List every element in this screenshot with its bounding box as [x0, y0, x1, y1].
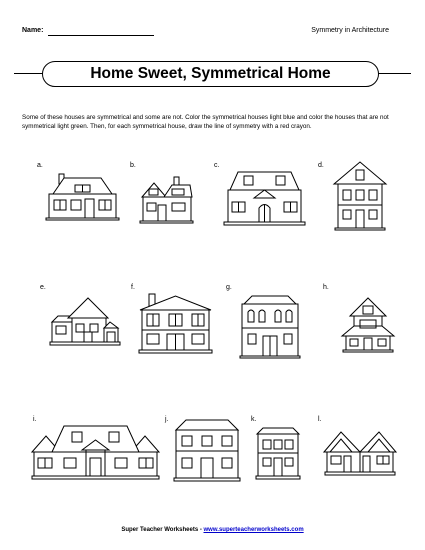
name-line[interactable]	[48, 35, 154, 36]
page-title: Home Sweet, Symmetrical Home	[42, 61, 379, 87]
house-c	[222, 168, 307, 228]
footer	[0, 527, 425, 533]
house-k	[255, 426, 301, 482]
house-label-c: c.	[214, 162, 220, 169]
house-b	[138, 175, 194, 225]
house-label-k: k.	[251, 416, 257, 423]
name-label: Name:	[22, 27, 44, 34]
house-label-f: f.	[131, 284, 135, 291]
house-label-l: l.	[318, 416, 322, 423]
house-a	[45, 170, 120, 222]
footer-brand: Super Teacher Worksheets	[121, 527, 199, 533]
instructions: Some of these houses are symmetrical and some are not. Color the symmetrical houses light blue and color the houses that are not symmetrical light green. Then, for each symmetrical house, draw the line of symmetry with a red crayon.	[22, 114, 389, 130]
house-label-a: a.	[37, 162, 43, 169]
house-d	[332, 160, 388, 232]
house-e	[48, 296, 121, 348]
house-label-i: i.	[33, 416, 37, 423]
footer-link[interactable]: www.superteacherworksheets.com	[203, 527, 304, 533]
topic-label: Symmetry in Architecture	[311, 27, 389, 34]
house-i	[30, 420, 161, 482]
house-label-e: e.	[40, 284, 46, 291]
house-h	[340, 296, 396, 356]
house-l	[322, 428, 398, 478]
house-label-d: d.	[318, 162, 324, 169]
house-j	[172, 418, 242, 484]
house-g	[238, 292, 302, 360]
house-label-b: b.	[130, 162, 136, 169]
house-f	[137, 292, 214, 356]
house-label-h: h.	[323, 284, 329, 291]
house-label-g: g.	[226, 284, 232, 291]
house-label-j: j.	[165, 416, 169, 423]
footer-separator: -	[198, 527, 204, 533]
